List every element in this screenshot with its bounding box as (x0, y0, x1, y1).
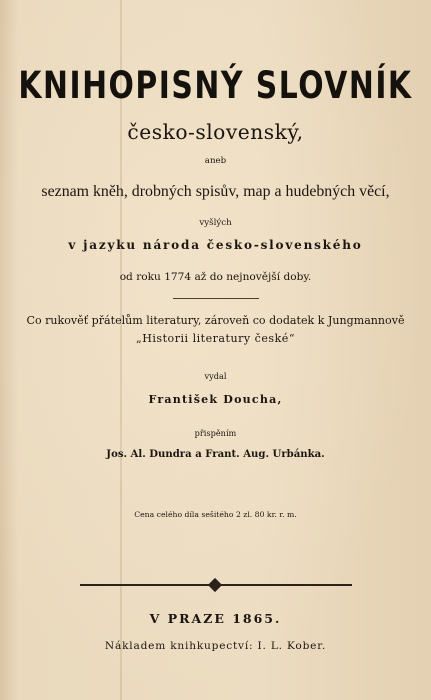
place-year: V PRAZE 1865. (149, 611, 282, 626)
conjunction-text: aneb (204, 156, 227, 166)
description-text: seznam kněh, drobných spisův, map a hudebných věcí, (41, 183, 390, 200)
editor-name: František Doucha, (148, 393, 283, 406)
contribution-label: přispěním (194, 428, 237, 438)
since-line: od roku 1774 až do nejnovější doby. (119, 271, 312, 283)
price-note: Cena celého díla sešitého 2 zl. 80 kr. r. m. (134, 510, 297, 519)
edited-label: vydal (204, 371, 227, 381)
book-subtitle: česko-slovenský, (127, 120, 304, 144)
contributors-names: Jos. Al. Dundra a Frant. Aug. Urbánka. (106, 449, 325, 460)
purpose-line-2: „Historii literatury české“ (136, 332, 295, 345)
divider-rule (173, 298, 259, 299)
published-label: vyšlých (199, 218, 232, 228)
book-title: KNIHOPISNÝ SLOVNÍK (18, 64, 413, 108)
ornament-diamond-icon (208, 578, 222, 592)
purpose-line-1: Co rukověť přátelům literatury, zároveň co dodatek k Jungmannově (26, 314, 405, 327)
publisher-line: Nákladem knihkupectví: I. L. Kober. (104, 640, 327, 652)
language-line: v jazyku národa česko-slovenského (68, 238, 363, 252)
